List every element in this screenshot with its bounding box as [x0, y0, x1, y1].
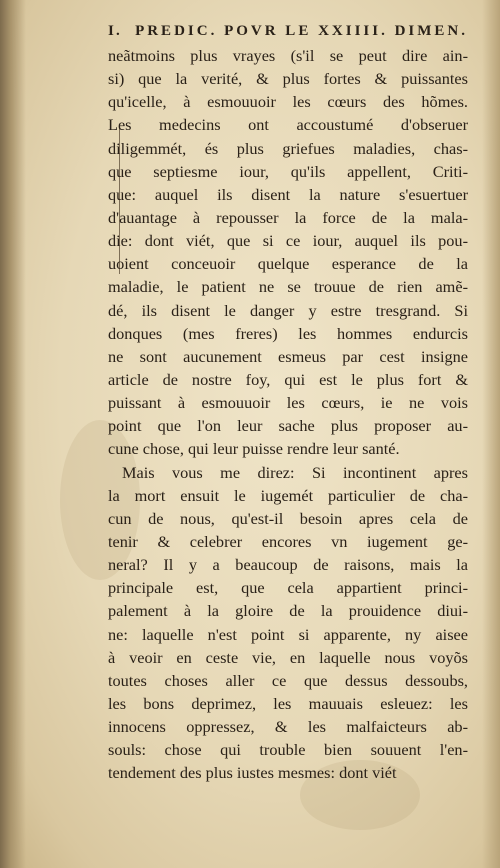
text-line: qu'icelle, à esmouuoir les cœurs des hõmes. — [108, 92, 468, 112]
text-line: Les medecins ont accoustumé d'obseruer — [108, 115, 468, 135]
text-line: Mais vous me direz: Si incontinent apres — [122, 462, 468, 482]
text-line: puissant à esmouuoir les cœurs, ie ne vois — [108, 393, 468, 413]
text-line: tenir & celebrer encores vn iugement ge- — [108, 531, 468, 551]
text-line: que septiesme iour, qu'ils appellent, Criti- — [108, 161, 468, 181]
text-line: ne: laquelle n'est point si apparente, ny aisee — [108, 624, 468, 644]
text-line: maladie, le patient ne se trouue de rien amẽ- — [108, 277, 468, 297]
text-line: diligemmét, és plus griefues maladies, chas- — [108, 138, 468, 158]
text-line: principale est, que cela appartient princi- — [108, 578, 468, 598]
text-line: neãtmoins plus vrayes (s'il se peut dire ain- — [108, 46, 468, 65]
text-line: ne sont aucunement esmeus par cest insigne — [108, 346, 468, 366]
signature-mark: I. — [108, 23, 122, 39]
text-line: la mort ensuit le iugemét particulier de cha- — [108, 485, 468, 505]
text-lines — [108, 44, 468, 785]
text-line: d'auantage à repousser la force de la mala- — [108, 207, 468, 227]
text-line: innocens oppressez, & les malfaicteurs ab- — [108, 717, 468, 737]
text-line: article de nostre foy, qui est le plus fort & — [108, 369, 468, 389]
text-line: à veoir en ceste vie, en laquelle nous voyõs — [108, 647, 468, 667]
text-line: point que l'on leur sache plus proposer au- — [108, 416, 468, 436]
text-line: que: auquel ils disent la nature s'esuertuer — [108, 184, 468, 204]
running-head-title: PREDIC. POVR LE XXIIII. DIMEN. — [135, 23, 468, 39]
text-block — [108, 20, 468, 785]
text-line: tendement des plus iustes mesmes: dont viét — [108, 763, 397, 783]
text-line: uoient conceuoir quelque esperance de la — [108, 254, 468, 274]
text-line: die: dont viét, que si ce iour, auquel ils pou- — [108, 231, 468, 251]
text-line: donques (mes freres) les hommes endurcis — [108, 323, 468, 343]
text-line: si) que la verité, & plus fortes & puissantes — [108, 69, 468, 89]
text-line: dé, ils disent le danger y estre tresgrand. Si — [108, 300, 468, 320]
text-line: neral? Il y a beaucoup de raisons, mais la — [108, 555, 468, 575]
text-line: cun de nous, qu'est-il besoin apres cela de — [108, 508, 468, 528]
text-line: cune chose, qui leur puisse rendre leur santé. — [108, 439, 400, 459]
text-line: souls: chose qui trouble bien souuent l'en- — [108, 740, 468, 760]
text-line: palement à la gloire de la prouidence diui- — [108, 601, 468, 621]
text-line: toutes choses aller ce que dessus dessoubs, — [108, 670, 468, 690]
running-head — [108, 20, 468, 42]
text-line: les bons deprimez, les mauuais esleuez: les — [108, 693, 468, 713]
